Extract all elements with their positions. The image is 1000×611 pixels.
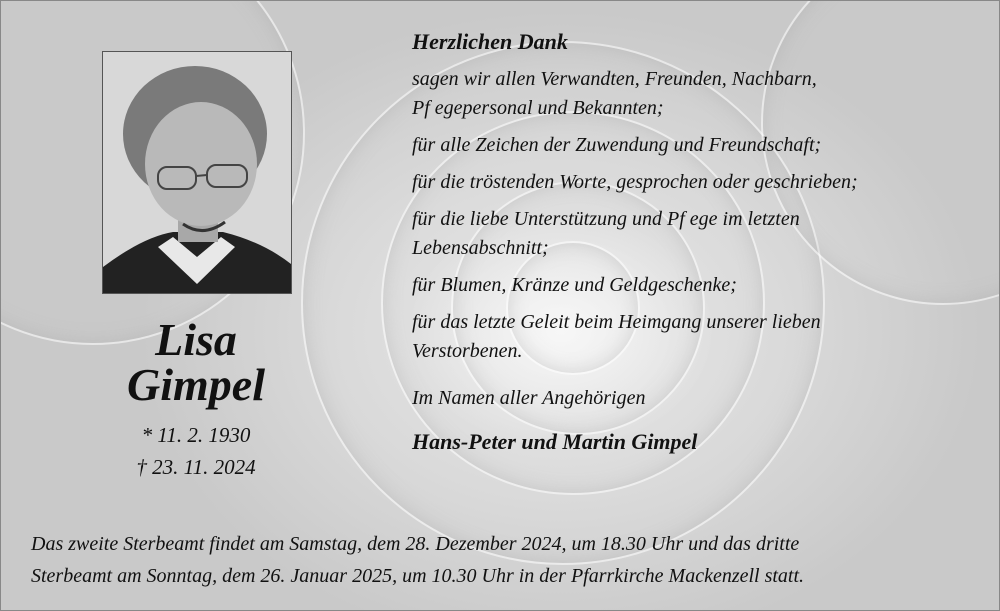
service-notice-line: Sterbeamt am Sonntag, dem 26. Januar 2025, um 10.30 Uhr in der Pfarrkirche Mackenzell statt. <box>31 565 805 587</box>
death-date: † 23. 11. 2024 <box>136 455 256 479</box>
heading: Herzlichen Dank <box>412 29 568 54</box>
deceased-last-name: Gimpel <box>127 359 265 410</box>
service-notice <box>31 528 976 592</box>
paragraph: für Blumen, Kränze und Geldgeschenke; <box>412 274 737 296</box>
portrait-photo <box>102 51 292 294</box>
paragraph: sagen wir allen Verwandten, Freunden, Nachbarn, Pf egepersonal und Bekannten; <box>412 68 817 119</box>
paragraph: für das letzte Geleit beim Heimgang unserer lieben Verstorbenen. <box>412 311 821 362</box>
signoff: Im Namen aller Angehörigen <box>412 387 646 409</box>
thank-you-text <box>412 27 972 456</box>
birth-date: * 11. 2. 1930 <box>141 423 251 447</box>
paragraph: für die liebe Unterstützung und Pf ege im letzten Lebensabschnitt; <box>412 208 800 259</box>
deceased-first-name: Lisa <box>155 314 237 365</box>
paragraph: für alle Zeichen der Zuwendung und Freundschaft; <box>412 134 822 156</box>
paragraph: für die tröstenden Worte, gesprochen oder geschrieben; <box>412 171 858 193</box>
signers: Hans-Peter und Martin Gimpel <box>412 429 698 454</box>
service-notice-line: Das zweite Sterbeamt findet am Samstag, dem 28. Dezember 2024, um 18.30 Uhr und das dritte <box>31 533 800 555</box>
